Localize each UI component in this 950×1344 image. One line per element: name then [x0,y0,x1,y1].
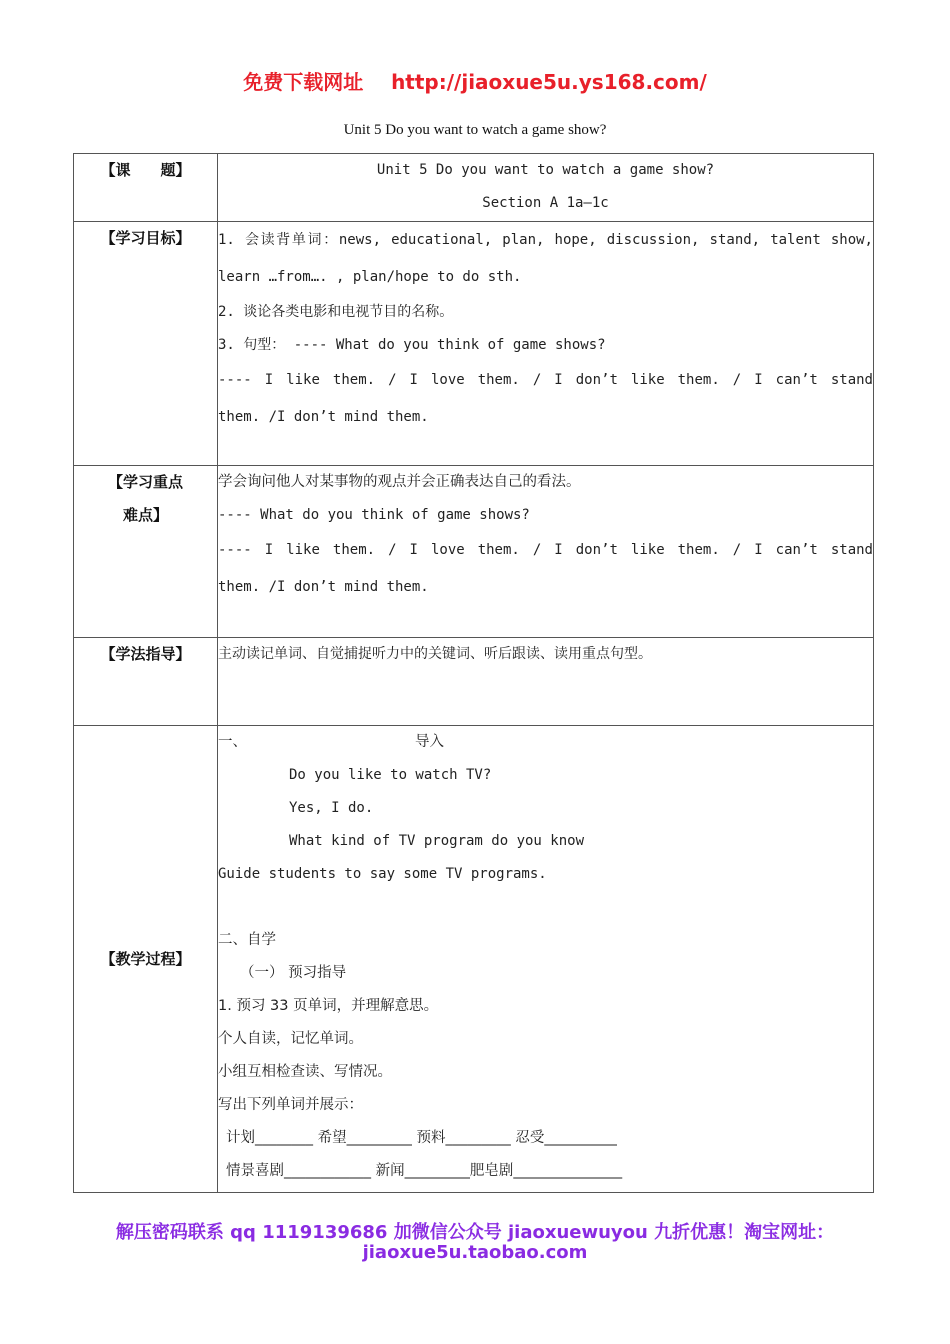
key-points-line-4: them. /I don’t mind them. [218,579,429,595]
process-question-2: What kind of TV program do you know [289,833,585,849]
table-row-goals [74,222,874,466]
download-header [0,66,950,95]
process-section-1-number: 一、 [218,734,247,750]
process-guide-line: Guide students to say some TV programs. [218,866,547,882]
key-points-label-1: 【学习重点 [107,473,183,491]
process-subsection-1: （一） 预习指导 [240,965,347,981]
footer-contact-line: 解压密码联系 qq 1119139686 加微信公众号 jiaoxuewuyou 九折优惠！淘宝网址： [115,1222,835,1243]
key-points-label-2: 难点】 [122,506,168,524]
goals-line-6: them. /I don’t mind them. [218,409,429,425]
topic-label: 【课 题】 [74,154,218,222]
process-label: 【教学过程】 [74,726,218,1193]
goals-line-3: 2. 谈论各类电影和电视节目的名称。 [218,304,454,320]
goals-line-4: 3. 句型： ---- What do you think of game shows? [218,337,606,353]
table-row-key-points [74,466,874,638]
process-step-4: 写出下列单词并展示： [218,1097,363,1113]
process-step-1: 1. 预习 33 页单词，并理解意思。 [218,998,439,1014]
process-answer-1: Yes, I do. [289,800,374,816]
goals-line-5: ---- I like them. / I love them. / I don’t like them. / I can’t stand [218,372,873,388]
key-points-line-3: ---- I like them. / I love them. / I don’t like them. / I can’t stand [218,542,873,558]
key-points-line-1: 学会询问他人对某事物的观点并会正确表达自己的看法。 [218,474,581,490]
lesson-plan-table [73,153,874,1193]
table-row-method [74,638,874,726]
free-download-label: 免费下载网址 [243,70,364,94]
process-section-2-title: 二、自学 [218,932,276,948]
document-title: Unit 5 Do you want to watch a game show? [343,122,607,138]
goals-line-1: 1. 会读背单词：news, educational, plan, hope, discussion, stand, talent show, [218,232,873,248]
table-row-topic [74,154,874,222]
process-words-line-1: 计划________ 希望_________ 预料_________ 忍受__________ [226,1130,617,1146]
table-row-process [74,726,874,1193]
process-section-1-title: 导入 [415,734,444,750]
download-url-link[interactable]: http://jiaoxue5u.ys168.com/ [391,70,707,94]
key-points-line-2: ---- What do you think of game shows? [218,507,530,523]
topic-section: Section A 1a—1c [482,195,609,211]
process-question-1: Do you like to watch TV? [289,767,492,783]
method-label: 【学法指导】 [74,638,218,726]
goals-line-2: learn …from…. , plan/hope to do sth. [218,269,522,285]
footer-shop-link[interactable]: jiaoxue5u.taobao.com [362,1242,588,1263]
process-words-line-2: 情景喜剧____________ 新闻_________肥皂剧_______________ [226,1163,623,1179]
process-step-3: 小组互相检查读、写情况。 [218,1064,392,1080]
method-line-1: 主动读记单词、自觉捕捉听力中的关键词、听后跟读、读用重点句型。 [218,646,652,662]
goals-label: 【学习目标】 [74,222,218,466]
topic-title: Unit 5 Do you want to watch a game show? [376,162,715,178]
process-step-2: 个人自读，记忆单词。 [218,1031,363,1047]
